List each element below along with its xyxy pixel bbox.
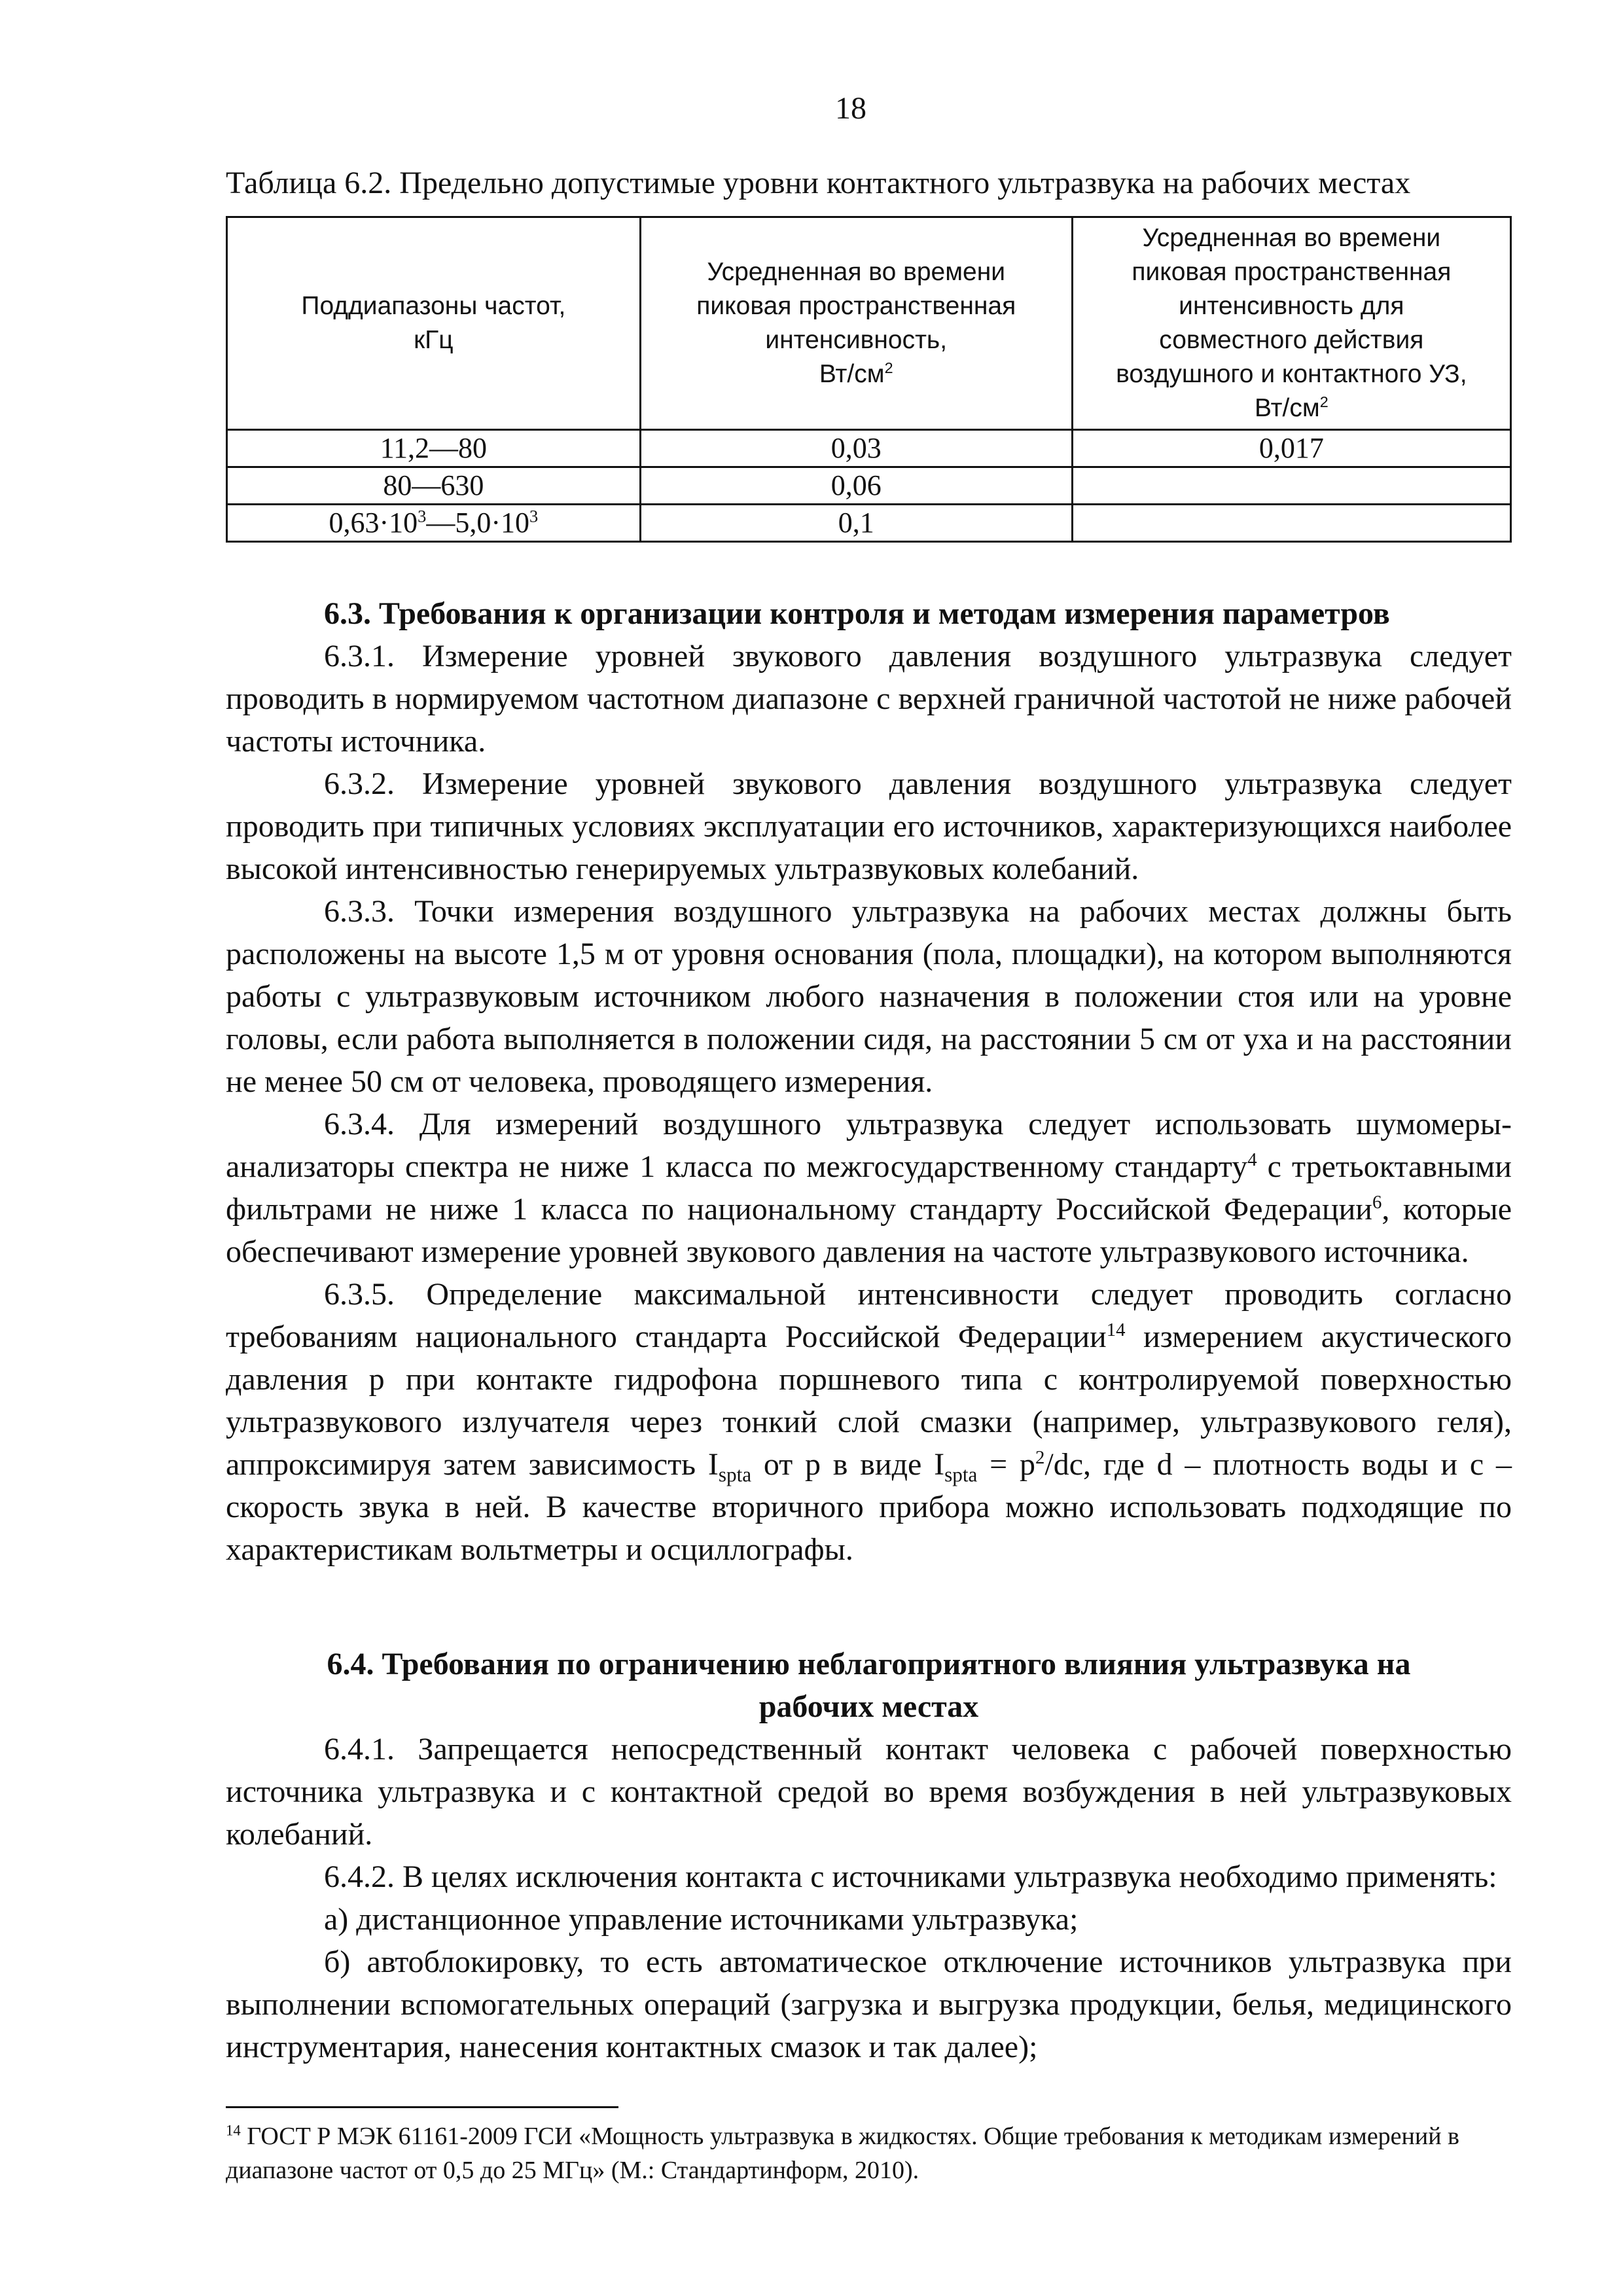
table-row (227, 467, 1511, 505)
cell-combined (1072, 505, 1510, 542)
footnote-divider (226, 2106, 618, 2108)
cell-range: 11,2—80 (227, 430, 641, 467)
cell-intensity: 0,03 (640, 430, 1072, 467)
cell-intensity: 0,1 (640, 505, 1072, 542)
page-number: 18 (835, 91, 866, 126)
footnote: $^{14}$ ГОСТ Р МЭК 61161-2009 ГСИ «Мощность ультразвука в жидкостях. Общие требования к методикам измерений в диапазоне частот от 0,5 до 25 МГц» (М.: Стандартинформ, 2010). (226, 2122, 1460, 2184)
section-6-4 (226, 1643, 1512, 2068)
table-row (227, 505, 1511, 542)
section-heading: 6.3. Требования к организации контроля и методам измерения параметров (324, 596, 1390, 631)
header-frequency-range: Поддиапазоны частот, кГц (227, 217, 641, 430)
paragraph-6-3-1: 6.3.1. Измерение уровней звукового давления воздушного ультразвука следует проводить в нормируемом частотном диапазоне с верхней граничной частотой не ниже рабочей частоты источника. (226, 639, 1512, 759)
list-item-a: а) дистанционное управление источниками ультразвука; (324, 1902, 1079, 1937)
header-intensity: Усредненная во времени пиковая пространственная интенсивность, $Вт/см^2$ (640, 217, 1072, 430)
table-row (227, 430, 1511, 467)
list-item-b: б) автоблокировку, то есть автоматическое отключение источников ультразвука при выполнении вспомогательных операций (загрузка и выгрузка продукции, белья, медицинского инструментария, нанесения контактных смазок и так далее); (226, 1945, 1512, 2064)
paragraph-6-3-2: 6.3.2. Измерение уровней звукового давления воздушного ультразвука следует проводить при типичных условиях эксплуатации его источников, характеризующихся наиболее высокой интенсивностью генерируемых ультразвуковых колебаний. (226, 766, 1512, 886)
limits-table (226, 216, 1512, 543)
paragraph-6-4-1: 6.4.1. Запрещается непосредственный контакт человека с рабочей поверхностью источника ультразвука и с контактной средой во время возбуждения в ней ультразвуковых колебаний. (226, 1732, 1512, 1852)
paragraph-6-4-2: 6.4.2. В целях исключения контакта с источниками ультразвука необходимо применять: (324, 1859, 1497, 1894)
cell-combined: 0,017 (1072, 430, 1510, 467)
paragraph-6-3-5: 6.3.5. Определение максимальной интенсивности следует проводить согласно требованиям национального стандарта Российской Федерации$^{14}$ измерением акустического давления p при контакте гидрофона поршневого типа с контролируемой поверхностью ультразвукового излучателя через тонкий слой смазки (например, ультразвукового геля), аппроксимируя затем зависимость $I_{spta}$ от p в виде $I_{spta} = p^2/dc$, где d – плотность воды и c – скорость звука в ней. В качестве вторичного прибора можно использовать подходящие по характеристикам вольтметры и осциллографы. (226, 1277, 1512, 1567)
paragraph-6-3-4: 6.3.4. Для измерений воздушного ультразвука следует использовать шумомеры-анализаторы спектра не ниже 1 класса по межгосударственному стандарту$^4$ с третьоктавными фильтрами не ниже 1 класса по национальному стандарту Российской Федерации$^6$, которые обеспечивают измерение уровней звукового давления на частоте ультразвукового источника. (226, 1107, 1512, 1269)
cell-range: $0,63\cdot 10^3—5,0\cdot 10^3$ (227, 505, 641, 542)
table-header-row (227, 217, 1511, 430)
section-6-3 (226, 592, 1512, 1571)
paragraph-6-3-3: 6.3.3. Точки измерения воздушного ультразвука на рабочих местах должны быть расположены на высоте 1,5 м от уровня основания (пола, площадки), на котором выполняются работы с ультразвуковым источником любого назначения в положении стоя или на уровне головы, если работа выполняется в положении сидя, на расстоянии 5 см от уха и на расстоянии не менее 50 см от человека, проводящего измерения. (226, 894, 1512, 1099)
table-caption: Таблица 6.2. Предельно допустимые уровни контактного ультразвука на рабочих местах (226, 166, 1411, 200)
cell-range: 80—630 (227, 467, 641, 505)
header-combined-intensity: Усредненная во времени пиковая пространственная интенсивность для совместного действия воздушного и контактного УЗ, $Вт/см^2$ (1072, 217, 1510, 430)
cell-combined (1072, 467, 1510, 505)
section-heading: 6.4. Требования по ограничению неблагоприятного влияния ультразвука на рабочих местах (327, 1647, 1411, 1724)
cell-intensity: 0,06 (640, 467, 1072, 505)
